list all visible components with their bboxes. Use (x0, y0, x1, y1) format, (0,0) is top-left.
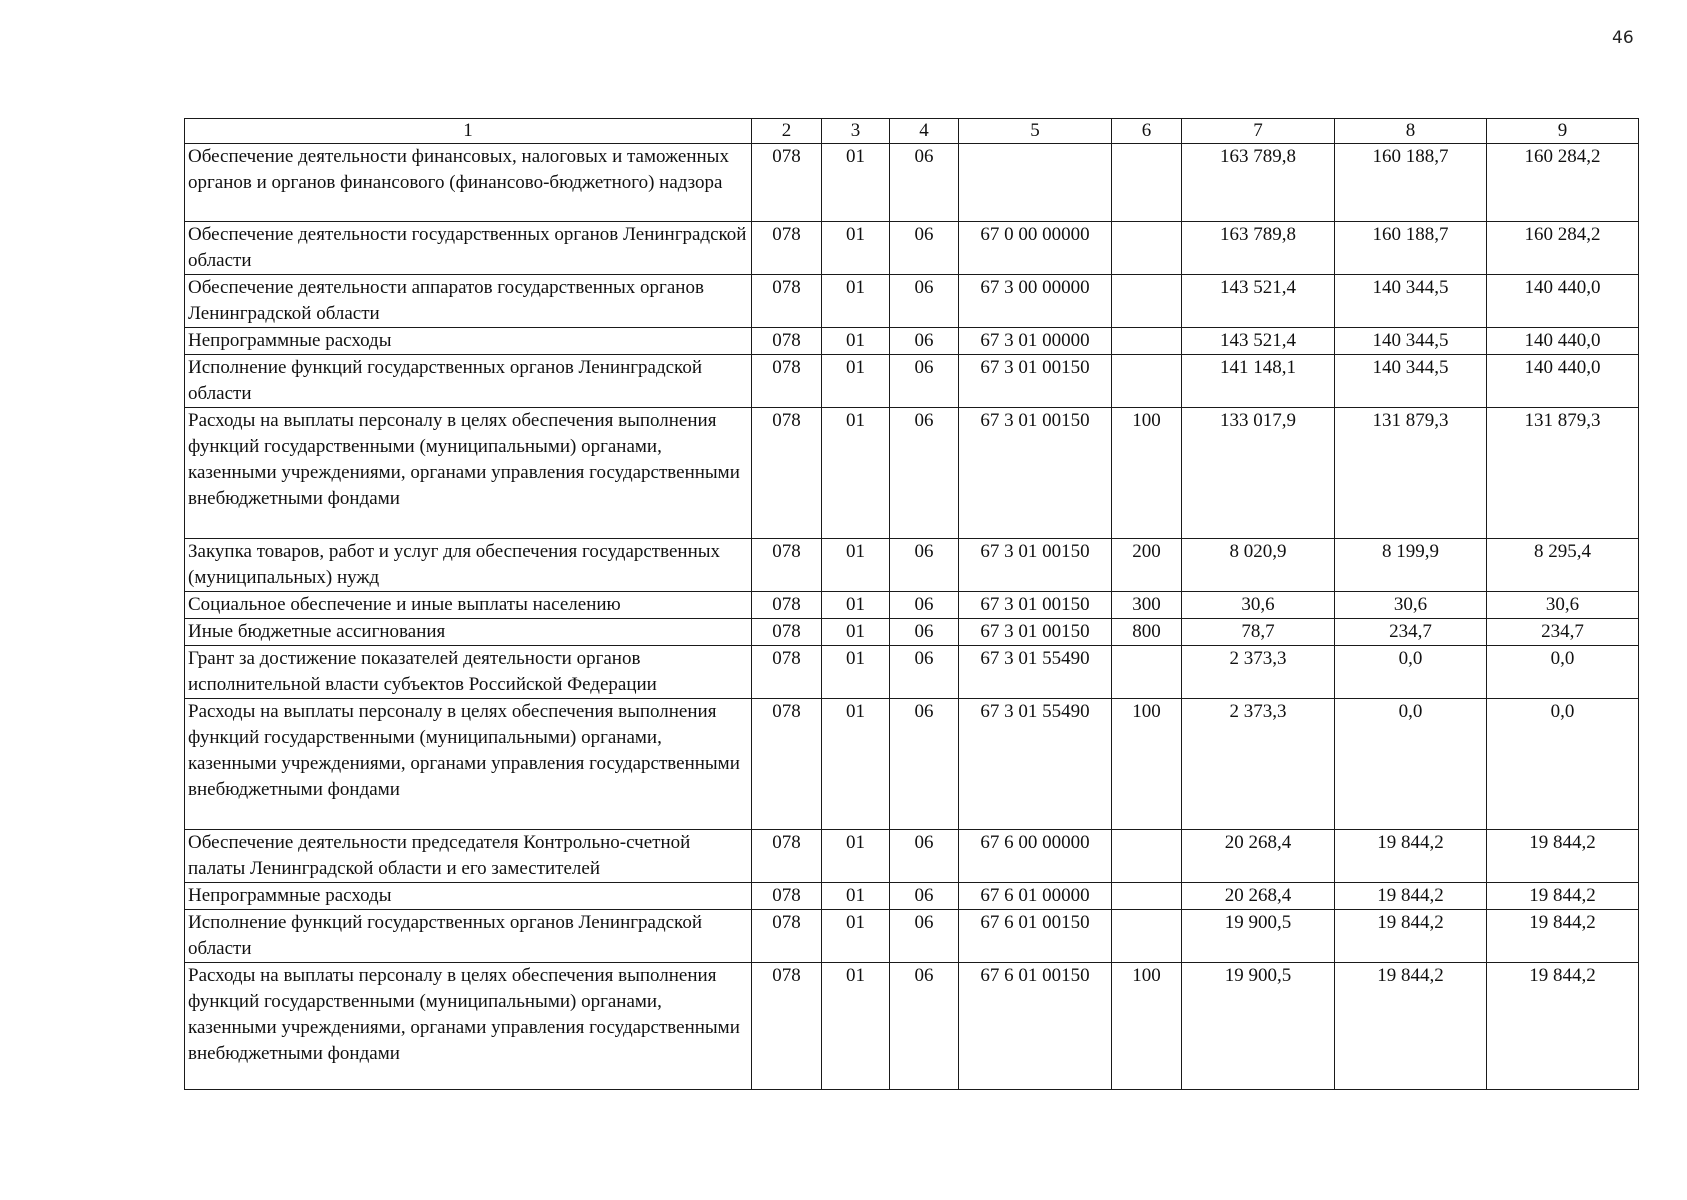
cell-section: 01 (822, 328, 890, 355)
cell-amount-col9: 30,6 (1487, 592, 1639, 619)
cell-section: 01 (822, 699, 890, 830)
cell-amount-col8: 19 844,2 (1335, 883, 1487, 910)
cell-admin-code: 078 (752, 222, 822, 275)
cell-expense-type (1112, 355, 1182, 408)
cell-amount-col7: 141 148,1 (1182, 355, 1335, 408)
table-row (185, 408, 1639, 539)
table-row (185, 619, 1639, 646)
cell-subsection: 06 (890, 328, 959, 355)
cell-subsection: 06 (890, 646, 959, 699)
cell-admin-code: 078 (752, 963, 822, 1090)
page-number: 46 (1612, 28, 1634, 48)
cell-admin-code: 078 (752, 592, 822, 619)
cell-amount-col9: 19 844,2 (1487, 910, 1639, 963)
cell-amount-col9: 19 844,2 (1487, 830, 1639, 883)
cell-admin-code: 078 (752, 830, 822, 883)
table-row (185, 275, 1639, 328)
table-row (185, 910, 1639, 963)
row-name: Обеспечение деятельности государственных органов Ленинградской области (185, 222, 752, 275)
cell-target-article: 67 3 00 00000 (959, 275, 1112, 328)
cell-section: 01 (822, 539, 890, 592)
cell-admin-code: 078 (752, 328, 822, 355)
cell-target-article (959, 144, 1112, 222)
cell-amount-col9: 140 440,0 (1487, 355, 1639, 408)
cell-subsection: 06 (890, 963, 959, 1090)
cell-amount-col8: 140 344,5 (1335, 275, 1487, 328)
cell-subsection: 06 (890, 830, 959, 883)
cell-admin-code: 078 (752, 408, 822, 539)
column-header: 6 (1112, 119, 1182, 144)
header-row (185, 119, 1639, 144)
table-row (185, 222, 1639, 275)
cell-amount-col8: 160 188,7 (1335, 222, 1487, 275)
cell-expense-type: 100 (1112, 408, 1182, 539)
cell-subsection: 06 (890, 355, 959, 408)
column-header: 8 (1335, 119, 1487, 144)
column-header: 9 (1487, 119, 1639, 144)
row-name: Расходы на выплаты персоналу в целях обеспечения выполнения функций государственными (муниципальными) органами, казенными учреждениями, органами управления государственными внебюджетными фондами (185, 699, 752, 830)
cell-subsection: 06 (890, 699, 959, 830)
cell-section: 01 (822, 408, 890, 539)
table-row (185, 144, 1639, 222)
cell-section: 01 (822, 355, 890, 408)
cell-amount-col9: 160 284,2 (1487, 222, 1639, 275)
column-header: 7 (1182, 119, 1335, 144)
cell-amount-col7: 19 900,5 (1182, 910, 1335, 963)
cell-expense-type (1112, 883, 1182, 910)
cell-admin-code: 078 (752, 275, 822, 328)
row-name: Исполнение функций государственных органов Ленинградской области (185, 910, 752, 963)
row-name: Грант за достижение показателей деятельности органов исполнительной власти субъектов Российской Федерации (185, 646, 752, 699)
cell-subsection: 06 (890, 144, 959, 222)
cell-target-article: 67 3 01 00000 (959, 328, 1112, 355)
cell-amount-col7: 143 521,4 (1182, 328, 1335, 355)
cell-amount-col8: 131 879,3 (1335, 408, 1487, 539)
table-row (185, 355, 1639, 408)
cell-target-article: 67 6 01 00150 (959, 963, 1112, 1090)
cell-amount-col9: 19 844,2 (1487, 883, 1639, 910)
cell-section: 01 (822, 275, 890, 328)
cell-target-article: 67 6 00 00000 (959, 830, 1112, 883)
cell-subsection: 06 (890, 222, 959, 275)
cell-admin-code: 078 (752, 910, 822, 963)
cell-section: 01 (822, 910, 890, 963)
cell-amount-col7: 163 789,8 (1182, 144, 1335, 222)
cell-expense-type: 100 (1112, 963, 1182, 1090)
cell-expense-type: 200 (1112, 539, 1182, 592)
cell-expense-type (1112, 144, 1182, 222)
row-name: Закупка товаров, работ и услуг для обеспечения государственных (муниципальных) нужд (185, 539, 752, 592)
cell-target-article: 67 3 01 00150 (959, 408, 1112, 539)
cell-expense-type (1112, 328, 1182, 355)
cell-amount-col9: 8 295,4 (1487, 539, 1639, 592)
row-name: Расходы на выплаты персоналу в целях обеспечения выполнения функций государственными (муниципальными) органами, казенными учреждениями, органами управления государственными внебюджетными фондами (185, 963, 752, 1090)
table-row (185, 592, 1639, 619)
cell-admin-code: 078 (752, 539, 822, 592)
cell-target-article: 67 3 01 55490 (959, 646, 1112, 699)
cell-target-article: 67 3 01 00150 (959, 619, 1112, 646)
cell-target-article: 67 3 01 00150 (959, 355, 1112, 408)
cell-section: 01 (822, 619, 890, 646)
cell-target-article: 67 3 01 00150 (959, 539, 1112, 592)
cell-amount-col8: 19 844,2 (1335, 963, 1487, 1090)
cell-admin-code: 078 (752, 883, 822, 910)
cell-amount-col9: 140 440,0 (1487, 275, 1639, 328)
row-name: Обеспечение деятельности аппаратов государственных органов Ленинградской области (185, 275, 752, 328)
cell-amount-col8: 19 844,2 (1335, 910, 1487, 963)
cell-target-article: 67 6 01 00150 (959, 910, 1112, 963)
row-name: Обеспечение деятельности финансовых, налоговых и таможенных органов и органов финансового (финансово-бюджетного) надзора (185, 144, 752, 222)
column-header: 4 (890, 119, 959, 144)
table-row (185, 830, 1639, 883)
cell-subsection: 06 (890, 592, 959, 619)
cell-amount-col8: 160 188,7 (1335, 144, 1487, 222)
cell-admin-code: 078 (752, 144, 822, 222)
table-row (185, 963, 1639, 1090)
cell-amount-col7: 30,6 (1182, 592, 1335, 619)
cell-target-article: 67 0 00 00000 (959, 222, 1112, 275)
cell-admin-code: 078 (752, 699, 822, 830)
cell-amount-col9: 131 879,3 (1487, 408, 1639, 539)
cell-target-article: 67 6 01 00000 (959, 883, 1112, 910)
cell-subsection: 06 (890, 275, 959, 328)
cell-amount-col7: 2 373,3 (1182, 646, 1335, 699)
cell-admin-code: 078 (752, 619, 822, 646)
column-header: 2 (752, 119, 822, 144)
cell-amount-col7: 8 020,9 (1182, 539, 1335, 592)
cell-amount-col7: 19 900,5 (1182, 963, 1335, 1090)
table-row (185, 539, 1639, 592)
cell-expense-type: 300 (1112, 592, 1182, 619)
cell-amount-col7: 20 268,4 (1182, 883, 1335, 910)
budget-table (184, 118, 1639, 1090)
cell-section: 01 (822, 830, 890, 883)
cell-admin-code: 078 (752, 355, 822, 408)
cell-section: 01 (822, 646, 890, 699)
cell-admin-code: 078 (752, 646, 822, 699)
cell-amount-col9: 0,0 (1487, 646, 1639, 699)
cell-expense-type (1112, 646, 1182, 699)
cell-section: 01 (822, 144, 890, 222)
row-name: Расходы на выплаты персоналу в целях обеспечения выполнения функций государственными (муниципальными) органами, казенными учреждениями, органами управления государственными внебюджетными фондами (185, 408, 752, 539)
column-header: 5 (959, 119, 1112, 144)
cell-amount-col8: 30,6 (1335, 592, 1487, 619)
cell-section: 01 (822, 222, 890, 275)
cell-amount-col8: 140 344,5 (1335, 355, 1487, 408)
cell-amount-col9: 19 844,2 (1487, 963, 1639, 1090)
cell-amount-col9: 234,7 (1487, 619, 1639, 646)
row-name: Исполнение функций государственных органов Ленинградской области (185, 355, 752, 408)
cell-amount-col7: 78,7 (1182, 619, 1335, 646)
table-row (185, 328, 1639, 355)
cell-amount-col7: 20 268,4 (1182, 830, 1335, 883)
cell-amount-col7: 2 373,3 (1182, 699, 1335, 830)
table-row (185, 699, 1639, 830)
cell-subsection: 06 (890, 408, 959, 539)
cell-section: 01 (822, 883, 890, 910)
cell-subsection: 06 (890, 910, 959, 963)
row-name: Обеспечение деятельности председателя Контрольно-счетной палаты Ленинградской области и его заместителей (185, 830, 752, 883)
cell-amount-col8: 234,7 (1335, 619, 1487, 646)
cell-amount-col8: 19 844,2 (1335, 830, 1487, 883)
column-header: 1 (185, 119, 752, 144)
table-row (185, 646, 1639, 699)
cell-amount-col8: 0,0 (1335, 699, 1487, 830)
column-header: 3 (822, 119, 890, 144)
cell-section: 01 (822, 963, 890, 1090)
cell-amount-col8: 8 199,9 (1335, 539, 1487, 592)
cell-amount-col7: 143 521,4 (1182, 275, 1335, 328)
cell-subsection: 06 (890, 539, 959, 592)
cell-amount-col9: 160 284,2 (1487, 144, 1639, 222)
cell-target-article: 67 3 01 00150 (959, 592, 1112, 619)
row-name: Иные бюджетные ассигнования (185, 619, 752, 646)
cell-amount-col9: 0,0 (1487, 699, 1639, 830)
cell-amount-col8: 0,0 (1335, 646, 1487, 699)
cell-expense-type (1112, 830, 1182, 883)
table-row (185, 883, 1639, 910)
row-name: Непрограммные расходы (185, 883, 752, 910)
cell-target-article: 67 3 01 55490 (959, 699, 1112, 830)
cell-amount-col8: 140 344,5 (1335, 328, 1487, 355)
cell-subsection: 06 (890, 883, 959, 910)
cell-amount-col9: 140 440,0 (1487, 328, 1639, 355)
row-name: Социальное обеспечение и иные выплаты населению (185, 592, 752, 619)
cell-expense-type (1112, 275, 1182, 328)
row-name: Непрограммные расходы (185, 328, 752, 355)
cell-section: 01 (822, 592, 890, 619)
cell-amount-col7: 163 789,8 (1182, 222, 1335, 275)
cell-expense-type (1112, 910, 1182, 963)
cell-amount-col7: 133 017,9 (1182, 408, 1335, 539)
cell-subsection: 06 (890, 619, 959, 646)
cell-expense-type (1112, 222, 1182, 275)
cell-expense-type: 800 (1112, 619, 1182, 646)
cell-expense-type: 100 (1112, 699, 1182, 830)
